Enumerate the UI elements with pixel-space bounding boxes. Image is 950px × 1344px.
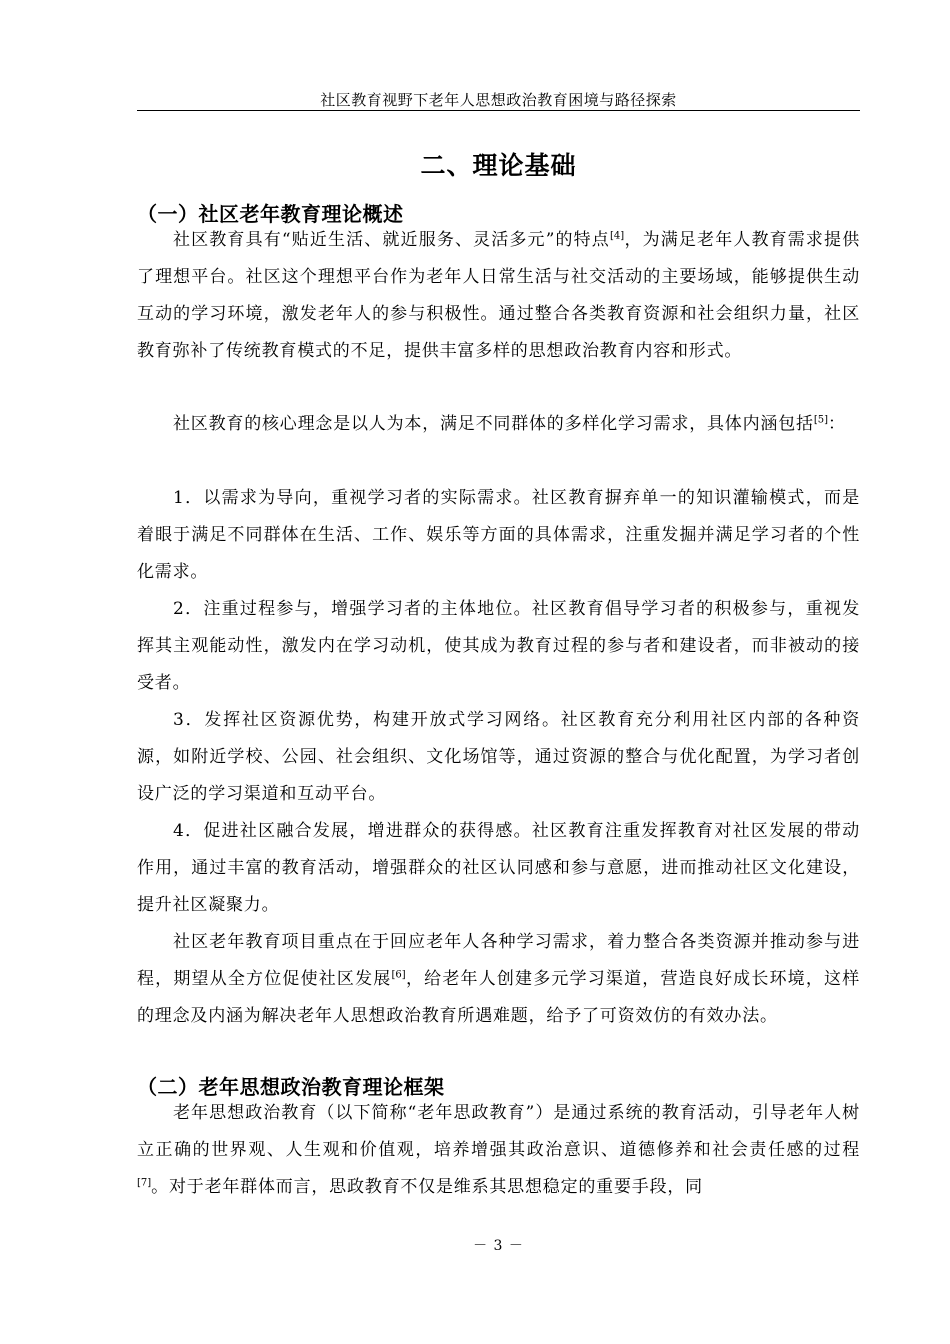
- section-heading-2: （二）老年思想政治教育理论框架: [137, 1075, 445, 1099]
- list-item-1: 1．以需求为导向，重视学习者的实际需求。社区教育摒弃单一的知识灌输模式，而是着眼于满足不同群体在生活、工作、娱乐等方面的具体需求，注重发掘并满足学习者的个性化需求。: [137, 488, 860, 582]
- paragraph-text: 社区教育的核心理念是以人为本，满足不同群体的多样化学习需求，具体内涵包括: [173, 414, 814, 434]
- citation-ref: [4]: [609, 230, 625, 242]
- list-item-2: 2．注重过程参与，增强学习者的主体地位。社区教育倡导学习者的积极参与，重视发挥其主观能动性，激发内在学习动机，使其成为教育过程的参与者和建设者，而非被动的接受者。: [137, 599, 860, 693]
- header-rule: [137, 110, 860, 111]
- paragraph-text: 社区老年教育项目重点在于回应老年人各种学习需求，着力整合各类资源并推动参与进程，期望从全方位促使社区发展: [137, 932, 860, 989]
- paragraph-text: 老年思想政治教育（以下简称“老年思政教育”）是通过系统的教育活动，引导老年人树立正确的世界观、人生观和价值观，培养增强其政治意识、道德修养和社会责任感的过程: [137, 1103, 860, 1160]
- running-header: 社区教育视野下老年人思想政治教育困境与路径探索: [320, 91, 677, 109]
- chapter-title: 二、理论基础: [420, 151, 577, 180]
- paragraph-3: [137, 924, 860, 1035]
- paragraph-2: [137, 406, 860, 443]
- section-heading-1: （一）社区老年教育理论概述: [137, 202, 404, 226]
- list-item-4: 4．促进社区融合发展，增进群众的获得感。社区教育注重发挥教育对社区发展的带动作用，通过丰富的教育活动，增强群众的社区认同感和参与意愿，进而推动社区文化建设，提升社区凝聚力。: [137, 821, 860, 915]
- paragraph-text: ：: [827, 414, 846, 434]
- paragraph-text: 。对于老年群体而言，思政教育不仅是维系其思想稳定的重要手段，同: [151, 1177, 703, 1197]
- paragraph-4: [137, 1095, 860, 1206]
- citation-ref: [7]: [137, 1177, 152, 1189]
- paragraph-text: 社区教育具有“贴近生活、就近服务、灵活多元”的特点: [173, 230, 610, 250]
- citation-ref: [6]: [391, 969, 406, 981]
- citation-ref: [5]: [813, 414, 828, 426]
- paragraph-text: ，给老年人创建多元学习渠道，营造良好成长环境，这样的理念及内涵为解决老年人思想政治教育所遇难题，给予了可资效仿的有效办法。: [137, 969, 860, 1026]
- paragraph-text: ，为满足老年人教育需求提供了理想平台。社区这个理想平台作为老年人日常生活与社交活动的主要场域，能够提供生动互动的学习环境，激发老年人的参与积极性。通过整合各类教育资源和社会组织力量，社区教育弥补了传统教育模式的不足，提供丰富多样的思想政治教育内容和形式。: [137, 230, 860, 361]
- paragraph-1: [137, 222, 860, 370]
- page-number: － 3 －: [473, 1238, 524, 1254]
- list-item-3: 3．发挥社区资源优势，构建开放式学习网络。社区教育充分利用社区内部的各种资源，如附近学校、公园、社会组织、文化场馆等，通过资源的整合与优化配置，为学习者创设广泛的学习渠道和互动平台。: [137, 710, 860, 804]
